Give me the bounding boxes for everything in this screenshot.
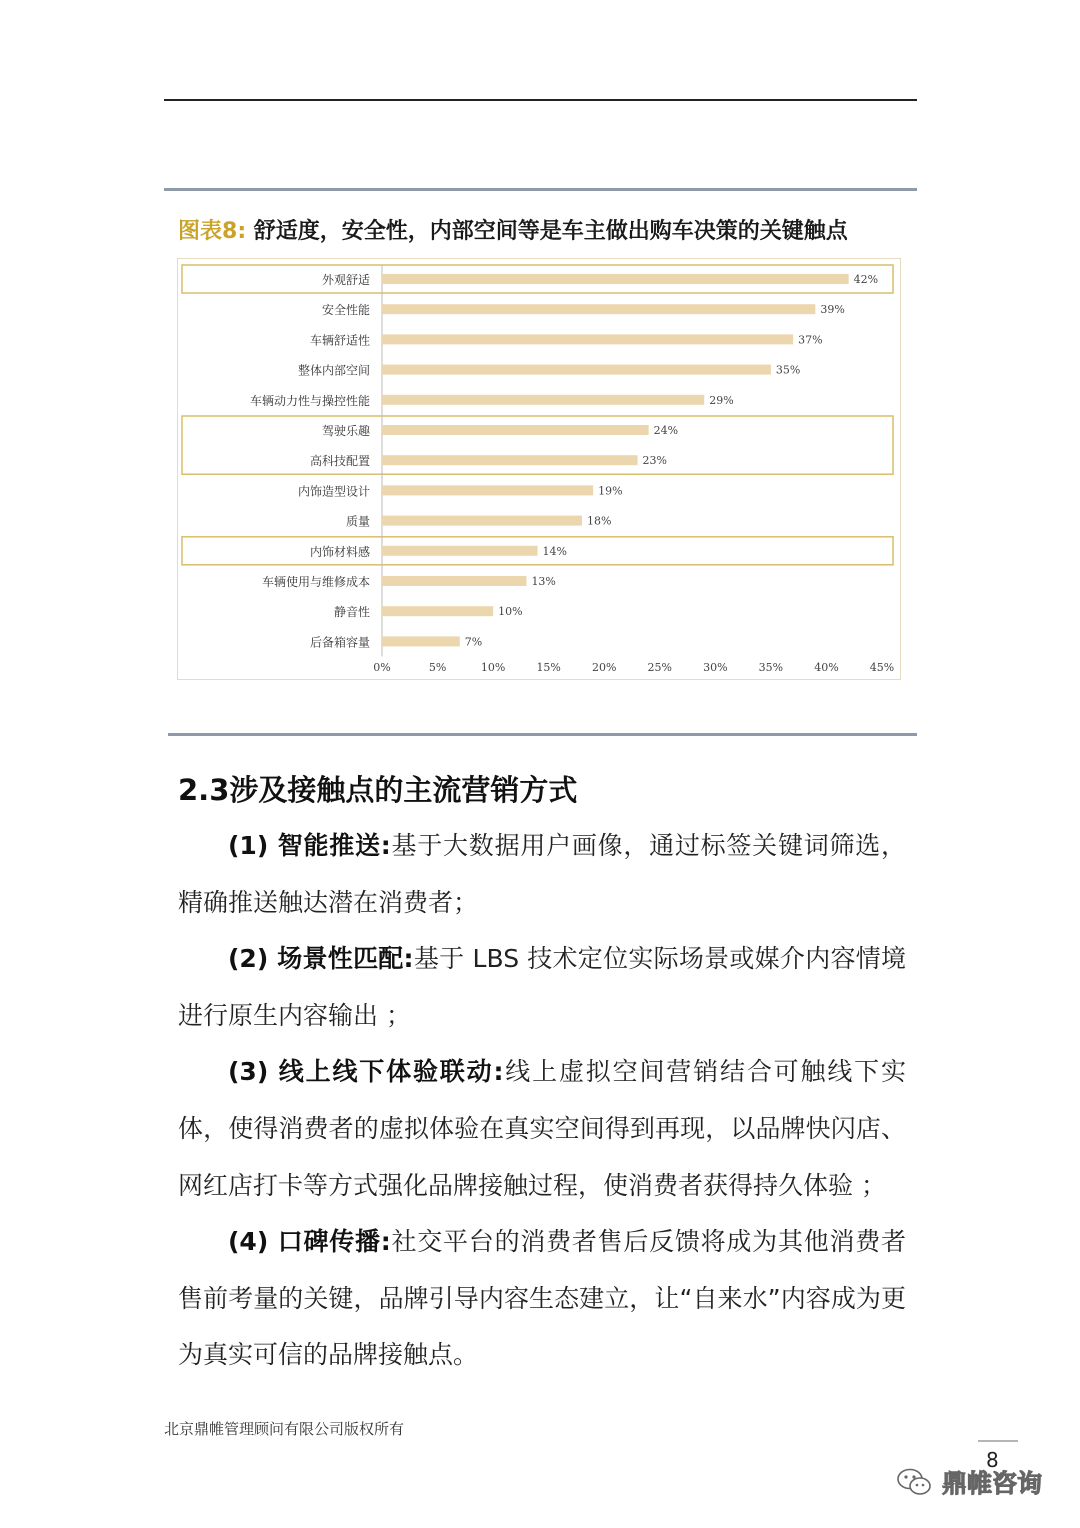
watermark-text: 鼎帷咨询 bbox=[942, 1469, 1043, 1498]
x-tick-label: 40% bbox=[814, 661, 839, 674]
list-item bbox=[178, 1044, 906, 1214]
x-tick-label: 45% bbox=[869, 661, 895, 674]
bar bbox=[382, 395, 704, 405]
x-tick-label: 20% bbox=[591, 661, 617, 674]
item-label: (3) 线上线下体验联动: bbox=[228, 1057, 504, 1087]
figure-title bbox=[178, 214, 848, 245]
category-label: 车辆使用与维修成本 bbox=[261, 575, 370, 589]
item-text: 基于 LBS 技术定位实际场景或媒介内容情境进行原生内容输出 ； bbox=[178, 944, 906, 1030]
x-tick-label: 25% bbox=[647, 661, 673, 674]
figure-title-text: 舒适度，安全性，内部空间等是车主做出购车决策的关键触点 bbox=[253, 219, 848, 244]
figure-top-rule bbox=[164, 188, 917, 191]
data-label: 42% bbox=[853, 273, 879, 286]
category-label: 静音性 bbox=[333, 605, 370, 620]
bar bbox=[382, 546, 538, 556]
x-tick-label: 5% bbox=[428, 661, 447, 674]
bar bbox=[382, 606, 493, 616]
data-label: 35% bbox=[775, 363, 801, 377]
bar bbox=[382, 425, 649, 435]
x-tick-label: 0% bbox=[373, 661, 391, 674]
page-number: 8 bbox=[986, 1448, 999, 1472]
data-label: 18% bbox=[587, 514, 612, 528]
list-item bbox=[178, 1214, 906, 1384]
category-label: 质量 bbox=[345, 514, 370, 529]
data-label: 13% bbox=[531, 575, 556, 588]
figure-label: 图表8 bbox=[178, 219, 238, 244]
category-label: 安全性能 bbox=[321, 303, 370, 318]
section-body bbox=[178, 818, 906, 1384]
header-rule bbox=[164, 99, 917, 101]
category-label: 内饰材料感 bbox=[309, 544, 370, 559]
category-label: 高科技配置 bbox=[309, 454, 370, 469]
item-label: (4) 口碑传播: bbox=[228, 1227, 391, 1257]
wechat-icon bbox=[896, 1467, 934, 1497]
bar bbox=[382, 304, 815, 314]
bar bbox=[382, 576, 526, 586]
category-label: 内饰造型设计 bbox=[297, 484, 370, 499]
data-label: 7% bbox=[464, 635, 483, 649]
category-label: 车辆动力性与操控性能 bbox=[249, 393, 370, 408]
data-label: 19% bbox=[598, 484, 623, 498]
bar bbox=[382, 365, 771, 375]
highlight-box bbox=[182, 416, 893, 474]
page-number-rule bbox=[978, 1440, 1018, 1442]
item-text: 线上虚拟空间营销结合可触线下实体，使得消费者的虚拟体验在真实空间得到再现，以品牌快闪店、网红店打卡等方式强化品牌接触过程，使消费者获得持久体验 ； bbox=[178, 1057, 906, 1200]
bar-chart bbox=[177, 258, 901, 680]
category-label: 后备箱容量 bbox=[309, 635, 370, 650]
x-tick-label: 10% bbox=[480, 661, 506, 674]
list-item bbox=[178, 818, 906, 931]
category-label: 整体内部空间 bbox=[297, 363, 370, 378]
data-label: 37% bbox=[798, 333, 823, 347]
category-label: 外观舒适 bbox=[321, 273, 370, 287]
data-label: 39% bbox=[820, 303, 845, 317]
bar bbox=[382, 274, 849, 284]
data-label: 10% bbox=[498, 605, 523, 619]
item-text: 社交平台的消费者售后反馈将成为其他消费者售前考量的关键，品牌引导内容生态建立，让“自来水”内容成为更为真实可信的品牌接触点。 bbox=[178, 1227, 906, 1370]
data-label: 24% bbox=[653, 424, 679, 437]
x-tick-label: 35% bbox=[758, 661, 784, 674]
x-tick-label: 30% bbox=[703, 661, 728, 674]
section-heading: 2.3涉及接触点的主流营销方式 bbox=[178, 773, 578, 807]
x-tick-label: 15% bbox=[536, 661, 561, 674]
bar bbox=[382, 516, 582, 526]
bar bbox=[382, 485, 593, 495]
data-label: 29% bbox=[709, 393, 734, 407]
category-label: 驾驶乐趣 bbox=[321, 424, 370, 438]
bar bbox=[382, 636, 460, 646]
data-label: 14% bbox=[542, 544, 568, 558]
figure-bottom-rule bbox=[168, 733, 917, 736]
chart-svg bbox=[178, 259, 900, 679]
watermark bbox=[896, 1462, 1042, 1502]
data-label: 23% bbox=[642, 454, 668, 468]
footer-copyright: 北京鼎帷管理顾问有限公司版权所有 bbox=[164, 1420, 405, 1438]
bar bbox=[382, 334, 793, 344]
item-label: (2) 场景性匹配: bbox=[228, 944, 414, 974]
item-label: (1) 智能推送: bbox=[228, 831, 391, 860]
category-label: 车辆舒适性 bbox=[309, 333, 370, 348]
list-item bbox=[178, 931, 906, 1044]
figure-label-colon: : bbox=[237, 219, 247, 244]
item-text: 基于大数据用户画像，通过标签关键词筛选，精确推送触达潜在消费者； bbox=[178, 831, 906, 917]
bar bbox=[382, 455, 638, 465]
